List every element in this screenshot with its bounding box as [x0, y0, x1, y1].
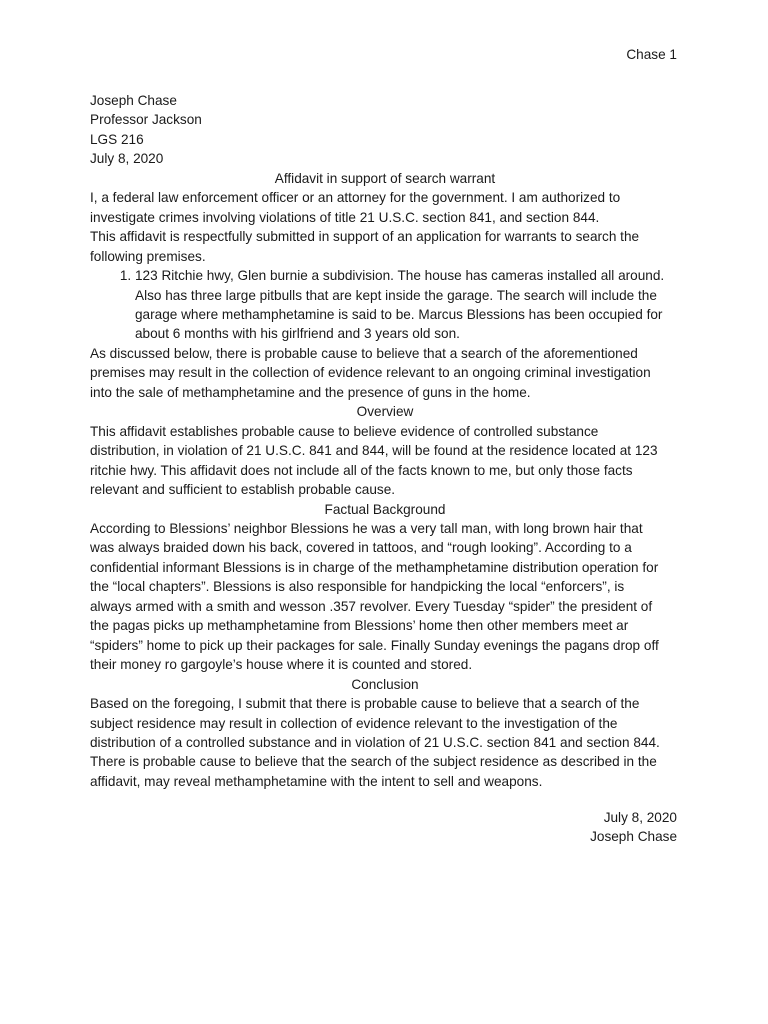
factual-line: “spiders” home to pick up their packages for sale. Finally Sunday evenings the pagans drop off [90, 637, 659, 653]
overview-line: This affidavit establishes probable cause to believe evidence of controlled substance [90, 423, 599, 439]
factual-line: confidential informant Blessions is in charge of the methamphetamine distribution operation for [90, 559, 659, 575]
premises-line: garage where methamphetamine is said to be. Marcus Blessions has been occupied for [135, 306, 663, 322]
running-head: Chase 1 [626, 47, 677, 62]
overview-line: ritchie hwy. This affidavit does not include all of the facts known to me, but only those facts [90, 462, 633, 478]
intro-line: This affidavit is respectfully submitted in support of an application for warrants to search the [90, 229, 640, 245]
conclusion-line: Based on the foregoing, I submit that there is probable cause to believe that a search of the [90, 696, 640, 712]
conclusion-line: distribution of a controlled substance and in violation of 21 U.S.C. section 841 and section 844. [90, 734, 660, 750]
signature-date: July 8, 2020 [603, 810, 677, 825]
document-body [90, 91, 680, 791]
conclusion-line: There is probable cause to believe that the search of the subject residence as described in the [90, 754, 657, 770]
conclusion-paragraph [90, 694, 680, 791]
premises-line: Also has three large pitbulls that are kept inside the garage. The search will include the [135, 287, 657, 303]
document-title: Affidavit in support of search warrant [274, 170, 496, 186]
intro-line: I, a federal law enforcement officer or an attorney for the government. I am authorized to [90, 190, 621, 206]
factual-line: always armed with a smith and wesson .357 revolver. Every Tuesday “spider” the president of [90, 598, 653, 614]
professor-name: Professor Jackson [90, 112, 202, 128]
factual-line: was always braided down his back, covered in tattoos, and “rough looking”. According to a [90, 540, 632, 556]
probable-cause-line: premises may result in the collection of evidence relevant to an ongoing criminal investigation [90, 365, 651, 381]
heading-date: July 8, 2020 [90, 151, 164, 167]
intro-line: investigate crimes involving violations of title 21 U.S.C. section 841, and section 844. [90, 209, 600, 225]
probable-cause-paragraph [90, 344, 680, 402]
premises-list [90, 266, 680, 344]
probable-cause-line: into the sale of methamphetamine and the presence of guns in the home. [90, 384, 531, 400]
factual-background-paragraph [90, 519, 680, 675]
overview-line: distribution, in violation of 21 U.S.C. 841 and 844, will be found at the residence located at 123 [90, 443, 658, 459]
heading-block [90, 91, 680, 169]
overview-line: relevant and sufficient to establish probable cause. [90, 482, 396, 498]
factual-line: the pagas picks up methamphetamine from Blessions’ home then other members meet ar [90, 618, 629, 634]
factual-background-heading: Factual Background [324, 501, 446, 517]
premises-item [135, 266, 680, 344]
premises-line: 1. 123 Ritchie hwy, Glen burnie a subdivision. The house has cameras installed all around. [135, 268, 665, 284]
overview-paragraph [90, 422, 680, 500]
overview-heading: Overview [356, 404, 414, 420]
author-name: Joseph Chase [90, 93, 177, 108]
intro-line: following premises. [90, 248, 206, 264]
conclusion-heading: Conclusion [351, 676, 419, 692]
probable-cause-line: As discussed below, there is probable cause to believe that a search of the aforementioned [90, 345, 638, 361]
factual-line: their money ro gargoyle’s house where it is counted and stored. [90, 657, 473, 673]
signature-name: Joseph Chase [590, 829, 677, 845]
conclusion-line: affidavit, may reveal methamphetamine with the intent to sell and weapons. [90, 773, 543, 789]
signature-block [590, 808, 677, 847]
factual-line: According to Blessions’ neighbor Blessions he was a very tall man, with long brown hair that [90, 520, 643, 536]
intro-paragraph [90, 188, 680, 266]
factual-line: the “local chapters”. Blessions is also responsible for handpicking the local “enforcers”, is [90, 579, 625, 595]
premises-line: about 6 months with his girlfriend and 3 years old son. [135, 326, 460, 342]
conclusion-line: subject residence may result in collection of evidence relevant to the investigation of the [90, 715, 618, 731]
course-code: LGS 216 [90, 131, 144, 147]
